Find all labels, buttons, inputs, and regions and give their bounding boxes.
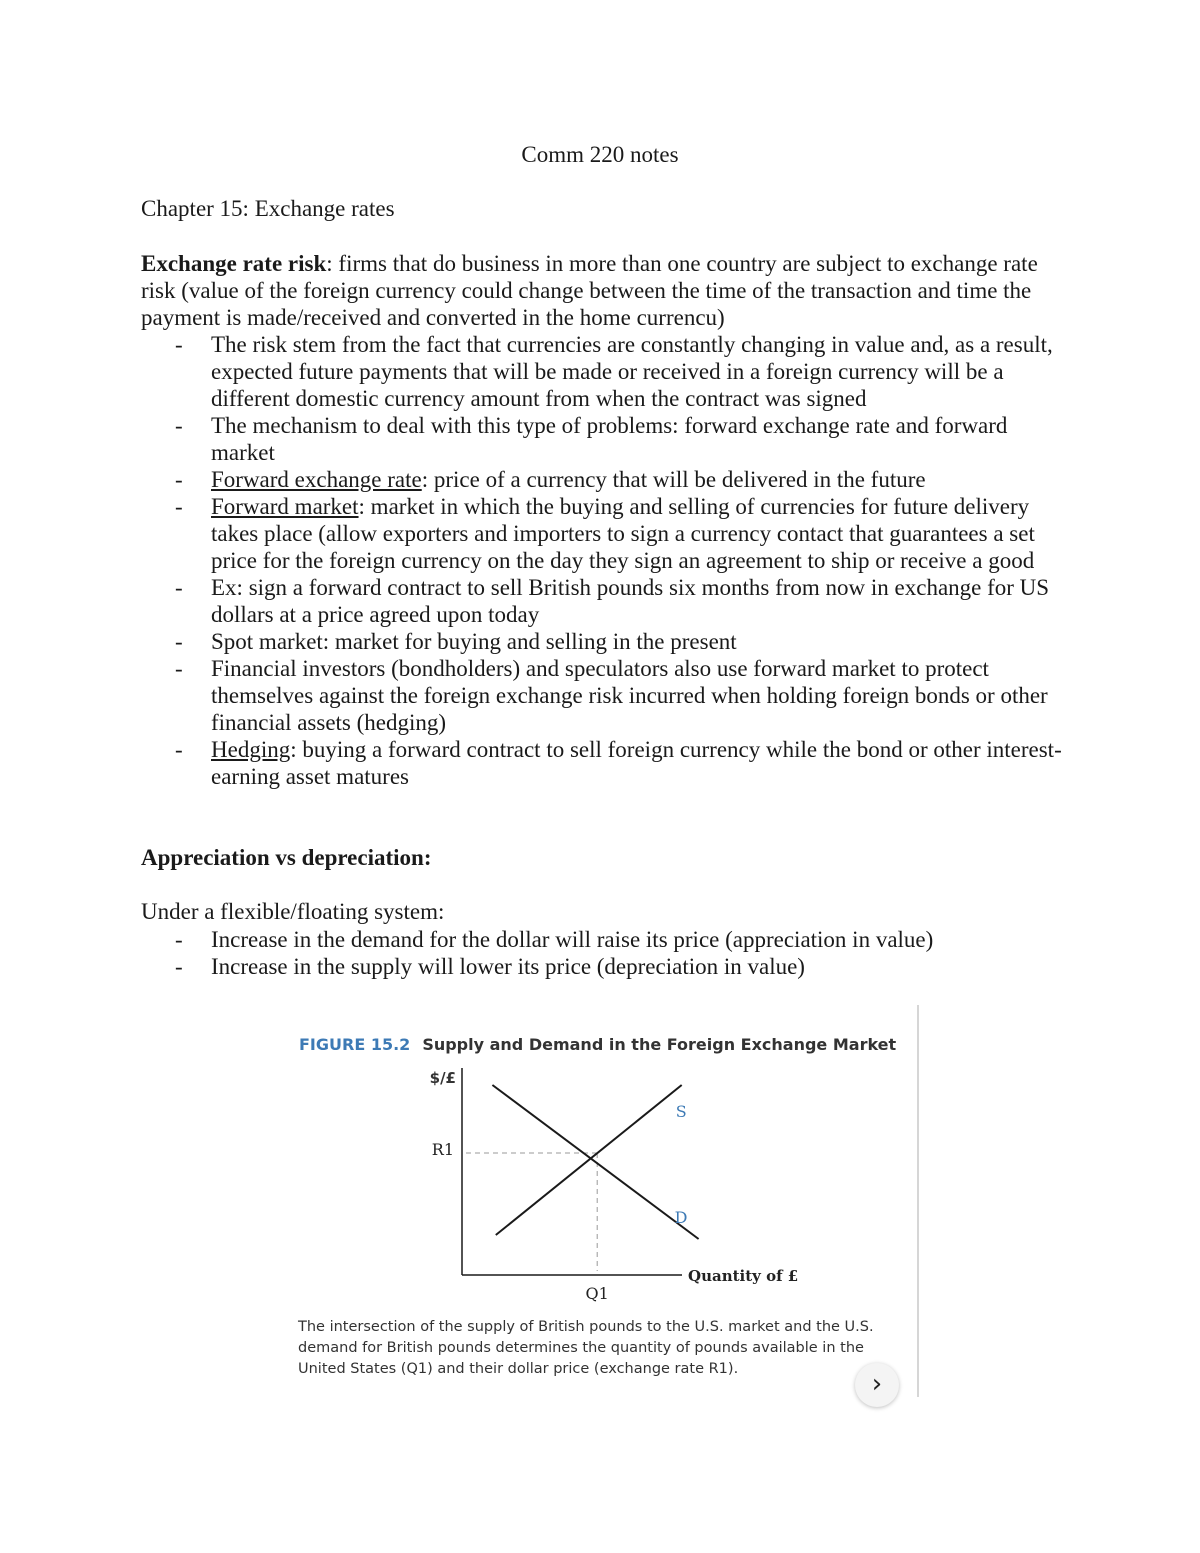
- bullet-text: Financial investors (bondholders) and speculators also use forward market to protect themselves against the foreign exchange risk incurred when holding foreign bonds or other financial assets (hedging): [211, 656, 1048, 735]
- bullet-term: Hedging: [211, 737, 291, 762]
- bullet-dash: -: [175, 575, 183, 600]
- exchange-risk-definition: : firms that do business in more than one country are subject to exchange rate risk (value of the foreign currency could change between the time of the transaction and time the payment is made/received and converted in the home currencu): [141, 251, 1038, 330]
- bullet-text: : buying a forward contract to sell foreign currency while the bond or other interest-earning asset matures: [211, 737, 1062, 789]
- figure-caption: The intersection of the supply of British pounds to the U.S. market and the U.S. demand for British pounds determines the quantity of pounds available in the United States (Q1) and their dollar price (exchange rate R1).: [298, 1319, 874, 1377]
- supply-curve-label: S: [675, 1102, 687, 1121]
- figure-title: Supply and Demand in the Foreign Exchange Market: [422, 1035, 897, 1054]
- list-item: [141, 493, 1071, 574]
- exchange-risk-term: Exchange rate risk: [141, 251, 327, 276]
- list-item: [141, 466, 1071, 493]
- appreciation-bullet-list: [141, 926, 1071, 980]
- supply-demand-chart: [280, 1005, 920, 1317]
- bullet-dash: -: [175, 413, 183, 438]
- bullet-text: The risk stem from the fact that currencies are constantly changing in value and, as a result, expected future payments that will be made or received in a foreign currency will be a different domestic currency amount from when the contract was signed: [211, 332, 1053, 411]
- x-axis-label: Quantity of £: [688, 1267, 799, 1285]
- bullet-text: : price of a currency that will be delivered in the future: [421, 467, 926, 492]
- demand-curve: [492, 1085, 698, 1239]
- bullet-text: Ex: sign a forward contract to sell British pounds six months from now in exchange for US dollars at a price agreed upon today: [211, 575, 1050, 627]
- bullet-term: Forward market: [211, 494, 359, 519]
- bullet-term: Forward exchange rate: [211, 467, 422, 492]
- floating-system-intro: Under a flexible/floating system:: [141, 899, 445, 924]
- list-item: [141, 953, 1071, 980]
- list-item: [141, 736, 1071, 790]
- bullet-dash: -: [175, 467, 183, 492]
- bullet-dash: -: [175, 737, 183, 762]
- bullet-dash: -: [175, 954, 183, 979]
- next-figure-button[interactable]: [855, 1363, 899, 1407]
- list-item: [141, 926, 1071, 953]
- list-item: [141, 412, 1071, 466]
- bullet-dash: -: [175, 494, 183, 519]
- y-axis-label: $/£: [429, 1069, 456, 1087]
- document-title: Comm 220 notes: [521, 142, 679, 167]
- list-item: [141, 574, 1071, 628]
- bullet-dash: -: [175, 656, 183, 681]
- exchange-risk-paragraph: [141, 250, 1071, 331]
- bullet-text: Increase in the supply will lower its price (depreciation in value): [211, 954, 805, 979]
- list-item: [141, 331, 1071, 412]
- figure-number: FIGURE 15.2: [299, 1035, 411, 1054]
- chapter-heading: Chapter 15: Exchange rates: [141, 196, 395, 221]
- bullet-text: The mechanism to deal with this type of problems: forward exchange rate and forward market: [211, 413, 1008, 465]
- list-item: [141, 628, 1071, 655]
- list-item: [141, 655, 1071, 736]
- bullet-dash: -: [175, 332, 183, 357]
- bullet-dash: -: [175, 629, 183, 654]
- q1-tick-label: Q1: [585, 1284, 609, 1303]
- bullet-text: Increase in the demand for the dollar will raise its price (appreciation in value): [211, 927, 934, 952]
- demand-curve-label: D: [674, 1208, 688, 1227]
- bullet-text: : market in which the buying and selling of currencies for future delivery takes place (allow exporters and importers to sign a currency contact that guarantees a set price for the foreign currency on the day they sign an agreement to ship or receive a good: [211, 494, 1035, 573]
- chevron-right-icon: ›: [871, 1368, 883, 1399]
- r1-tick-label: R1: [431, 1140, 454, 1159]
- bullet-text: Spot market: market for buying and selling in the present: [211, 629, 737, 654]
- risk-bullet-list: [141, 331, 1071, 790]
- bullet-dash: -: [175, 927, 183, 952]
- appreciation-heading: Appreciation vs depreciation:: [141, 845, 432, 870]
- figure-15-2: [280, 1005, 920, 1397]
